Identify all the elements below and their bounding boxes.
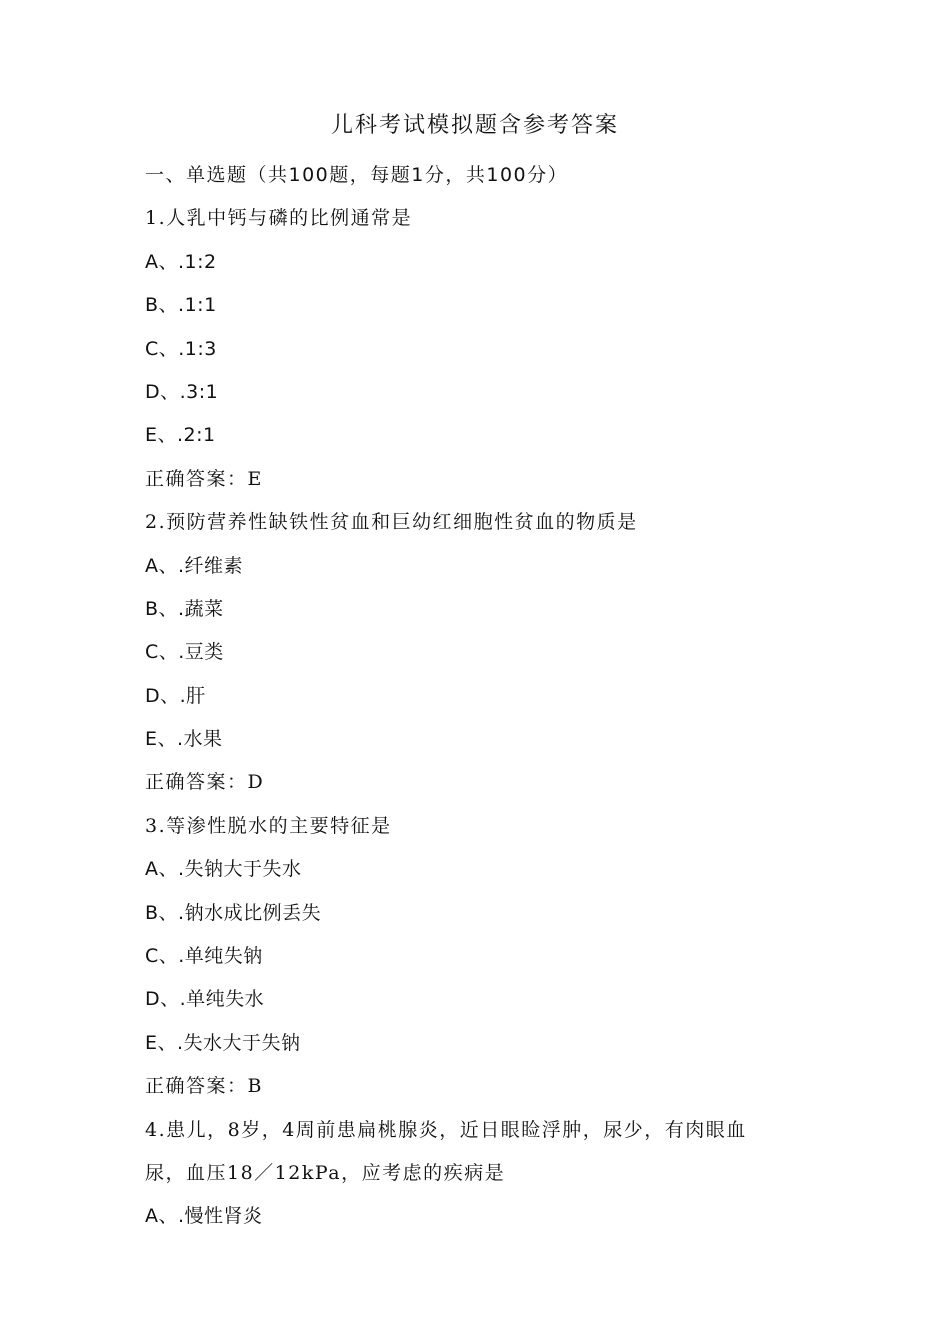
question-block [145,200,815,504]
option-a: A、.慢性肾炎 [145,1205,263,1228]
option-a: A、.1:2 [145,250,217,273]
question-block [145,504,815,808]
question-text: 1.人乳中钙与磷的比例通常是 [145,207,413,230]
option-d: D、.单纯失水 [145,988,265,1011]
option-c: C、.豆类 [145,641,224,664]
option-c: C、.单纯失钠 [145,945,263,968]
option-c: C、.1:3 [145,337,217,360]
question-text-line-2: 尿，血压18／12kPa，应考虑的疾病是 [145,1161,506,1184]
correct-answer: 正确答案：D [145,771,265,794]
question-text: 2.预防营养性缺铁性贫血和巨幼红细胞性贫血的物质是 [145,511,638,534]
section-heading: 一、单选题（共100题，每题1分，共100分） [145,164,569,186]
document-body [145,157,815,1242]
question-text: 3.等渗性脱水的主要特征是 [145,814,392,837]
option-e: E、.失水大于失钠 [145,1031,301,1054]
option-d: D、.3:1 [145,380,219,403]
option-b: B、.1:1 [145,294,217,317]
correct-answer: 正确答案：E [145,467,263,490]
option-b: B、.蔬菜 [145,597,224,620]
option-e: E、.水果 [145,728,223,751]
question-block [145,1112,815,1242]
correct-answer: 正确答案：B [145,1075,263,1098]
question-block [145,808,815,1112]
option-a: A、.失钠大于失水 [145,858,302,881]
document-title: 儿科考试模拟题含参考答案 [330,113,619,138]
option-a: A、.纤维素 [145,554,244,577]
question-text-line-1: 4.患儿，8岁，4周前患扁桃腺炎，近日眼睑浮肿，尿少，有肉眼血 [145,1118,747,1141]
option-d: D、.肝 [145,684,206,707]
option-b: B、.钠水成比例丢失 [145,901,322,924]
option-e: E、.2:1 [145,424,216,447]
